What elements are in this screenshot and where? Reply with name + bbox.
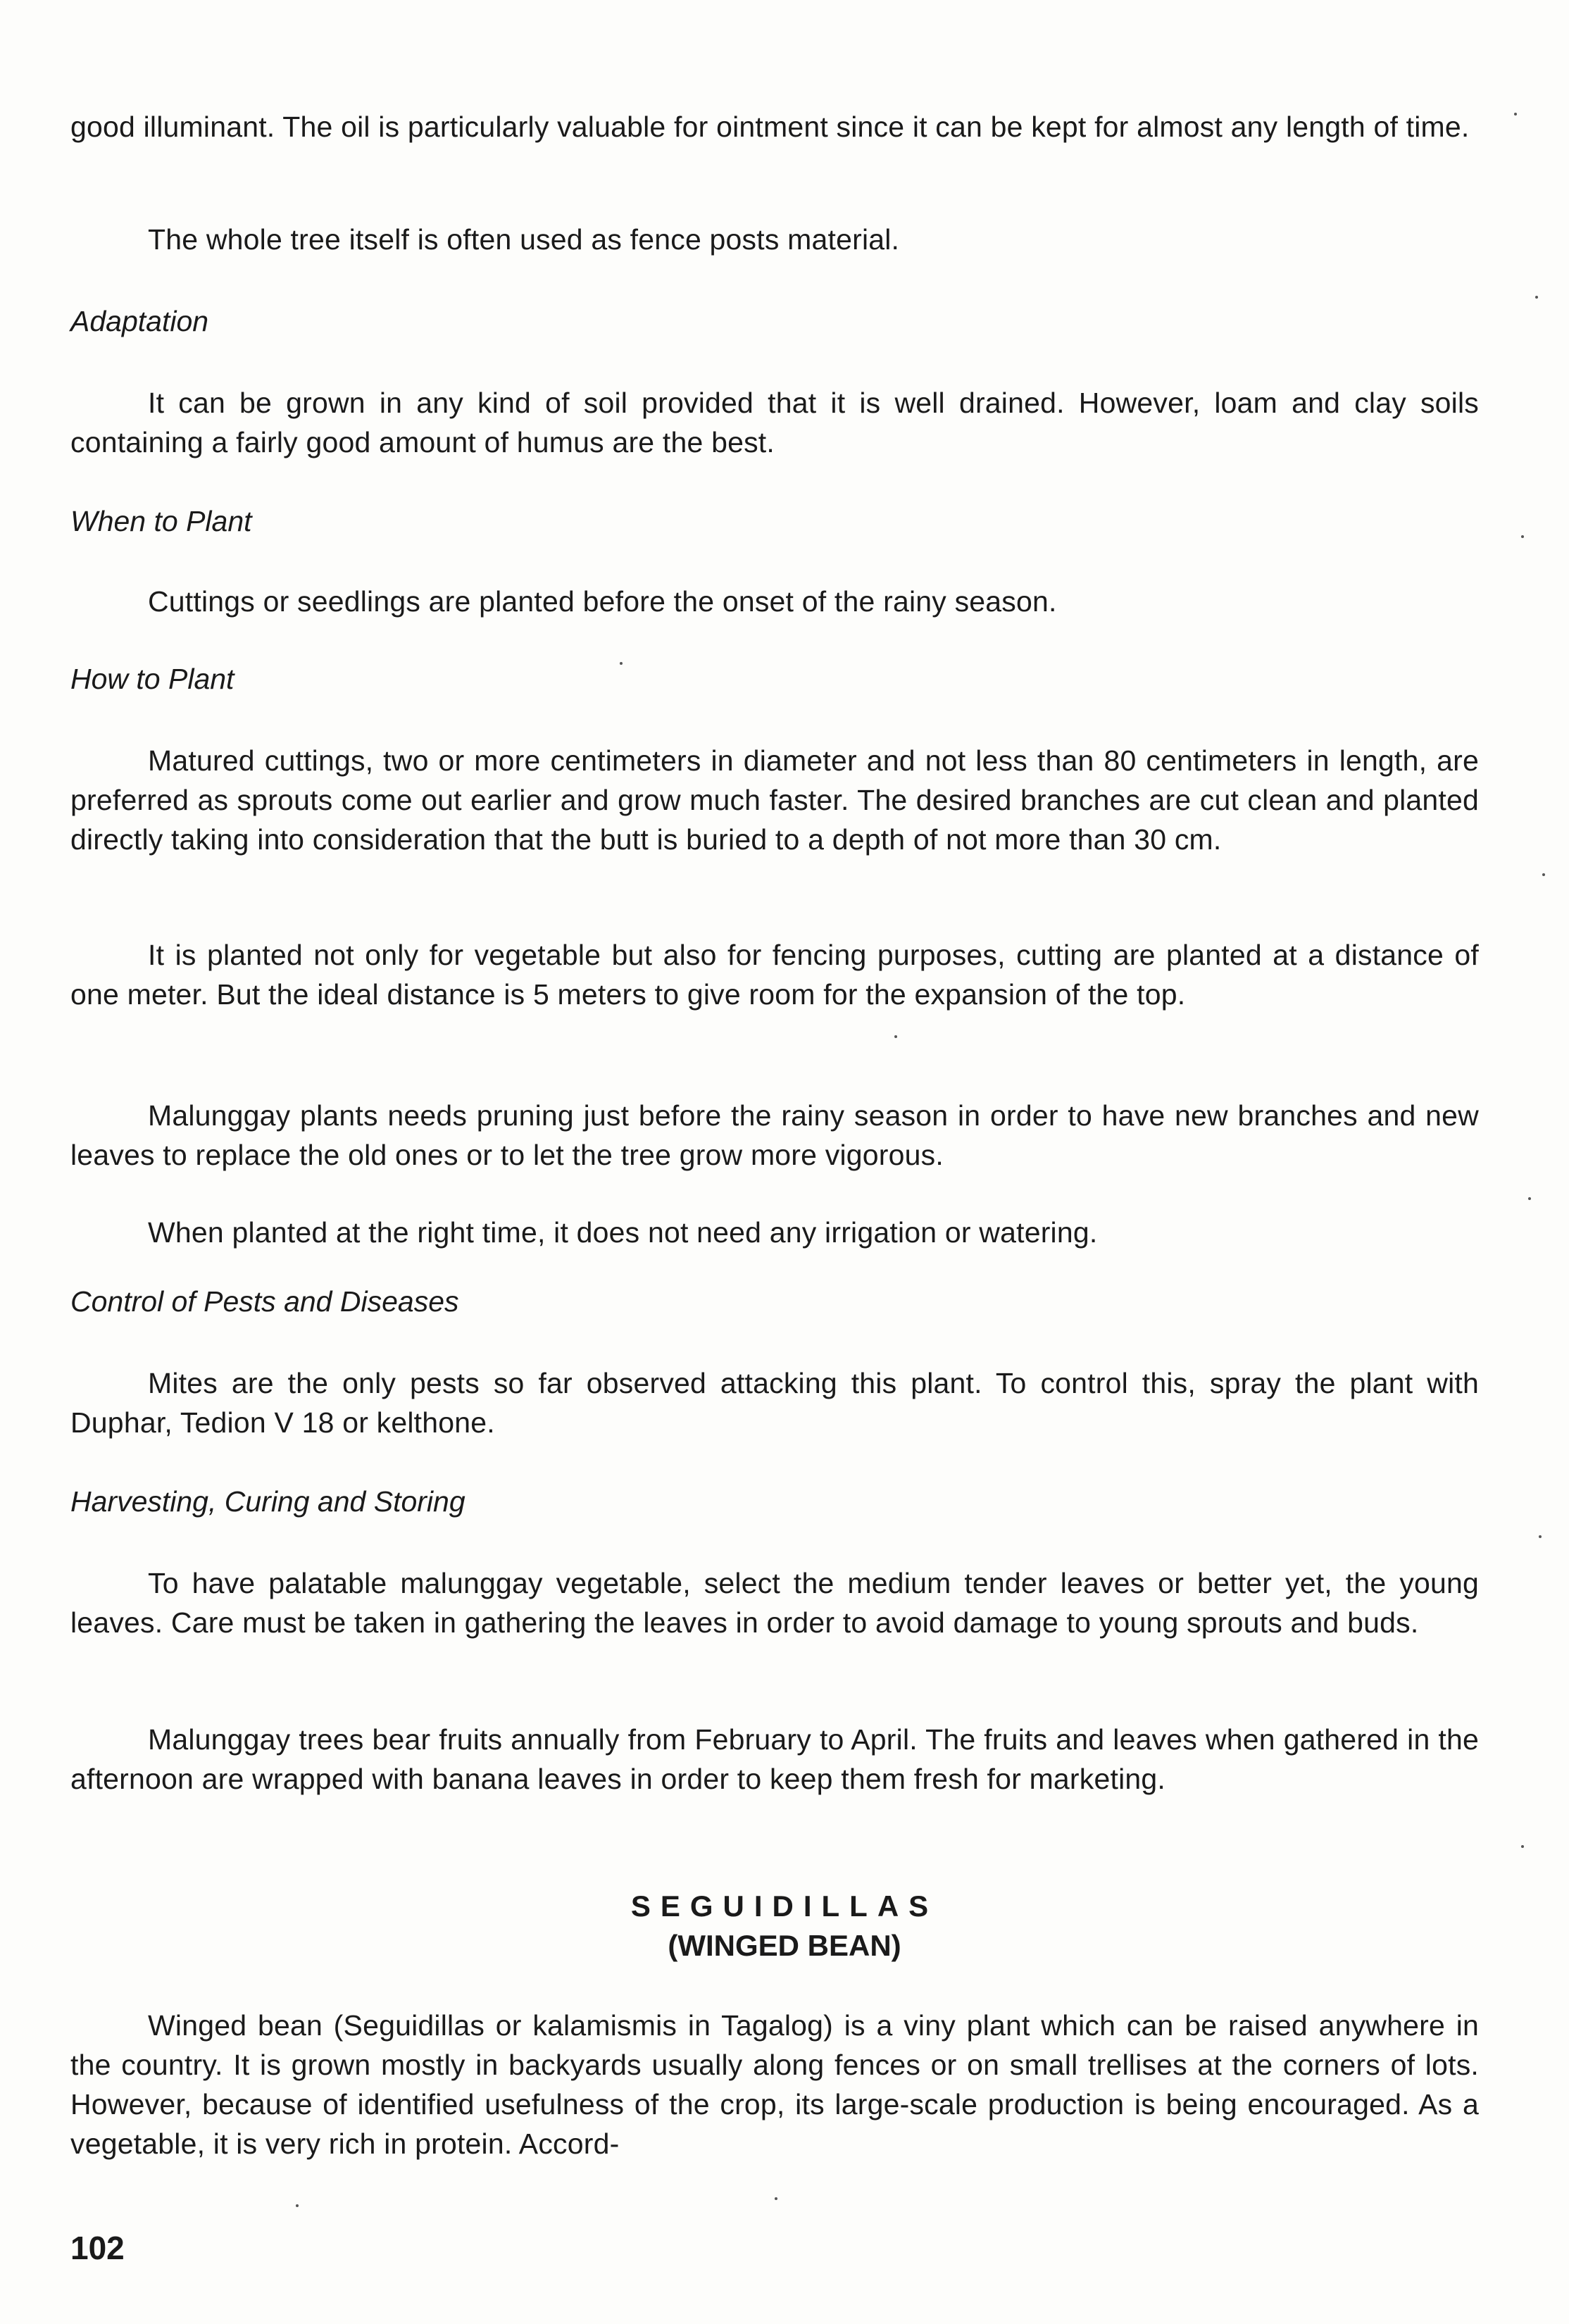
paragraph-irrigation: When planted at the right time, it does not need any irrigation or watering.	[148, 1216, 1098, 1249]
paragraph-harvest-fruits: Malunggay trees bear fruits annually from February to April. The fruits and leaves when gathered in the afternoon are wrapped with banana leaves in order to keep them fresh for marketing.	[70, 1723, 1479, 1795]
paragraph-oil-use: good illuminant. The oil is particularly valuable for ointment since it can be kept for almost any length of time.	[70, 111, 1470, 143]
scan-speck	[1514, 113, 1517, 115]
scan-speck	[1535, 296, 1538, 299]
page-number: 102	[70, 2230, 125, 2266]
scan-speck	[296, 2204, 299, 2207]
scan-speck	[1542, 873, 1545, 876]
scan-speck	[1528, 1197, 1531, 1200]
paragraph-fence-posts: The whole tree itself is often used as fence posts material.	[148, 223, 900, 256]
paragraph-pests: Mites are the only pests so far observed attacking this plant. To control this, spray the plant with Duphar, Tedion V 18 or kelthone.	[70, 1367, 1479, 1439]
paragraph-harvest-leaves: To have palatable malunggay vegetable, select the medium tender leaves or better yet, the young leaves. Care must be taken in gathering the leaves in order to avoid damage to young sprouts and buds.	[70, 1567, 1479, 1639]
paragraph-adaptation: It can be grown in any kind of soil provided that it is well drained. However, loam and clay soils containing a fairly good amount of humus are the best.	[70, 387, 1479, 458]
scan-speck	[1521, 535, 1524, 538]
heading-how-to-plant: How to Plant	[70, 663, 235, 695]
heading-when-to-plant: When to Plant	[70, 505, 252, 537]
scan-speck	[775, 2197, 777, 2200]
scan-speck	[1539, 1535, 1542, 1538]
paragraph-spacing: It is planted not only for vegetable but also for fencing purposes, cutting are planted at a distance of one meter. But the ideal distance is 5 meters to give room for the expansion of the top.	[70, 939, 1479, 1011]
heading-pests-diseases: Control of Pests and Diseases	[70, 1285, 459, 1318]
scan-speck	[894, 1035, 897, 1038]
scan-speck	[1521, 1845, 1524, 1848]
scan-speck	[620, 662, 623, 665]
paragraph-cuttings: Matured cuttings, two or more centimeters in diameter and not less than 80 centimeters in length, are preferred as sprouts come out earlier and grow much faster. The desired branches are cut clean and planted directly taking into consideration that the butt is buried to a depth of not more than 30 cm.	[70, 744, 1479, 856]
section-subtitle: (WINGED BEAN)	[668, 1929, 901, 1962]
paragraph-pruning: Malunggay plants needs pruning just before the rainy season in order to have new branches and new leaves to replace the old ones or to let the tree grow more vigorous.	[70, 1099, 1479, 1171]
heading-adaptation: Adaptation	[70, 305, 209, 337]
section-title: SEGUIDILLAS	[630, 1889, 939, 1923]
paragraph-when-to-plant: Cuttings or seedlings are planted before the onset of the rainy season.	[148, 585, 1057, 618]
paragraph-winged-bean: Winged bean (Seguidillas or kalamismis in Tagalog) is a viny plant which can be raised anywhere in the country. It is grown mostly in backyards usually along fences or on small trellises at the corners of lots. However, because of identified usefulness of the crop, its large-scale production is being encouraged. As a vegetable, it is very rich in protein. Accord-	[70, 2009, 1479, 2160]
heading-harvesting: Harvesting, Curing and Storing	[70, 1485, 465, 1518]
